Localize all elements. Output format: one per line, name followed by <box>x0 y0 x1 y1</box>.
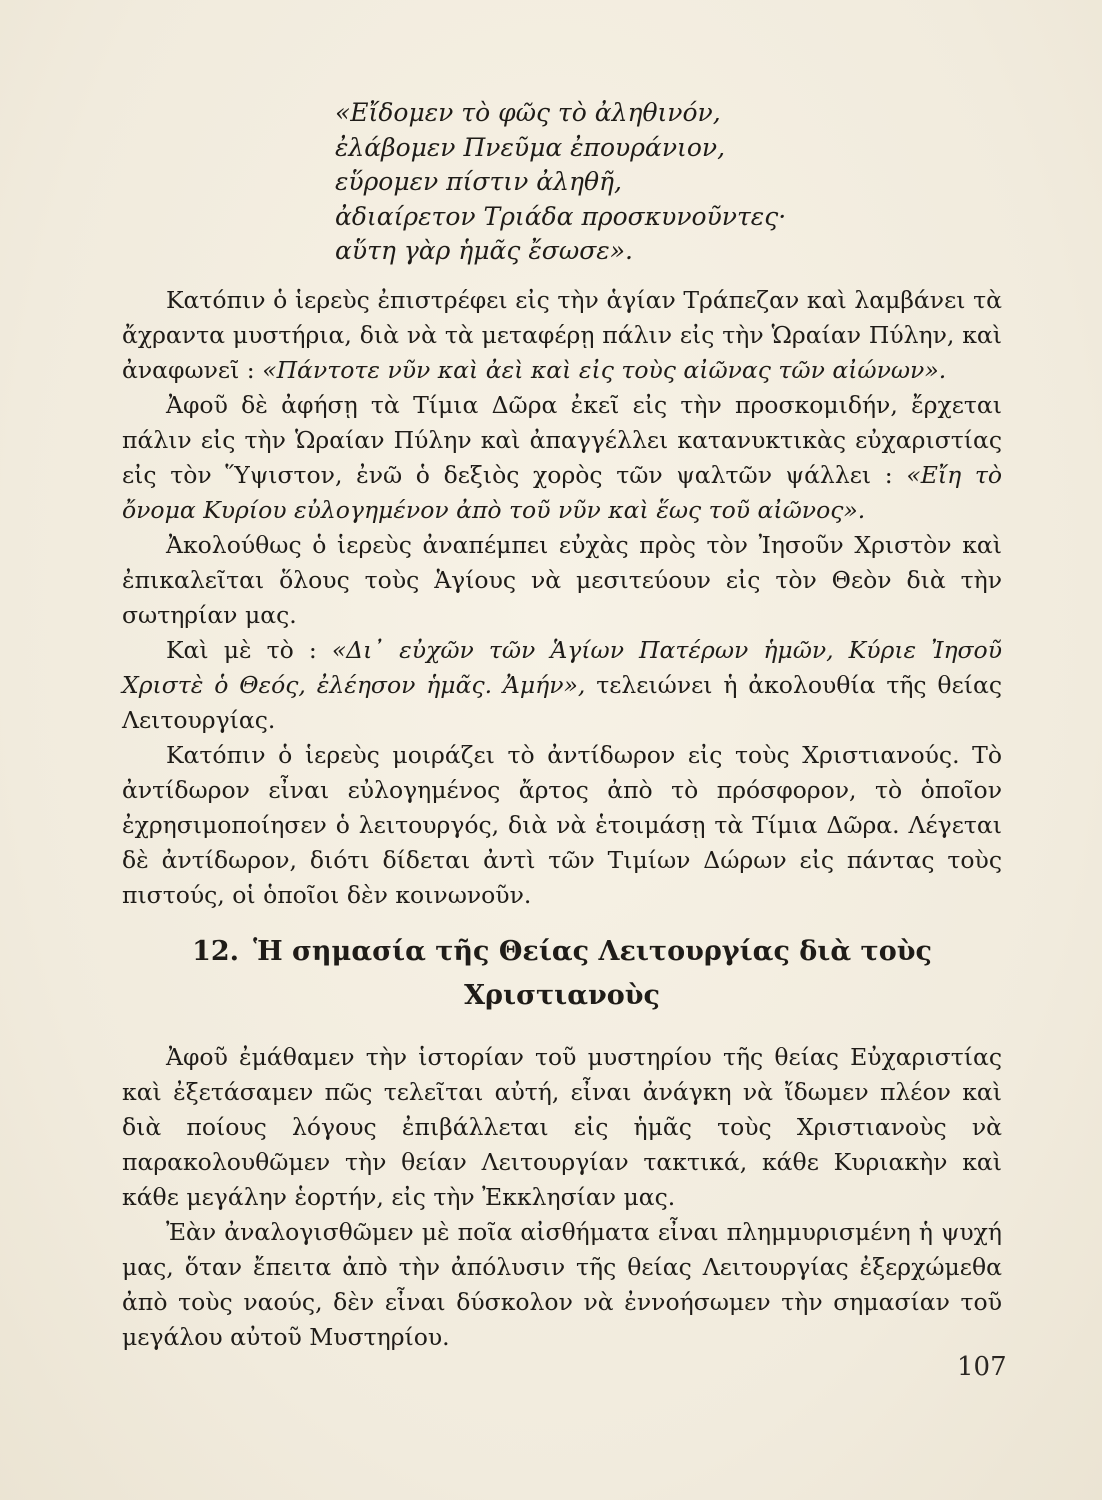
paragraph-text: Καὶ μὲ τὸ : <box>166 636 332 664</box>
hymn-line: ἀδιαίρετον Τριάδα προσκυνοῦντες· <box>335 201 787 231</box>
paragraph <box>122 283 1002 388</box>
section-heading <box>122 930 1002 1018</box>
section-body <box>122 1040 1002 1355</box>
hymn-line: ἐλάβομεν Πνεῦμα ἐπουράνιον, <box>335 132 726 162</box>
section-title: Ἡ σημασία τῆς Θείας Λειτουργίας διὰ τοὺς Χριστιανοὺς <box>253 936 932 1011</box>
paragraph-text: τελειώνει ἡ ἀκολουθία τῆς θείας Λειτουργίας. <box>122 671 1002 734</box>
paragraph <box>122 738 1002 913</box>
paragraph-text: Ἀφοῦ δὲ ἀφήσῃ τὰ Τίμια Δῶρα ἐκεῖ εἰς τὴν προσκομιδήν, ἔρχεται πάλιν εἰς τὴν Ὡραίαν Πύλην καὶ ἀπαγγέλλει κατανυκτικὰς εὐχαριστίας εἰς τὸν Ὕψιστον, ἐνῶ ὁ δεξιὸς χορὸς τῶν ψαλτῶν ψάλλει : <box>122 391 1002 489</box>
paragraph: Ἐὰν ἀναλογισθῶμεν μὲ ποῖα αἰσθήματα εἶναι πλημμυρισμένη ἡ ψυχή μας, ὅταν ἔπειτα ἀπὸ τὴν ἀπόλυσιν τῆς θείας Λειτουργίας ἐξερχώμεθα ἀπὸ τοὺς ναούς, δὲν εἶναι δύσκολον νὰ ἐννοήσωμεν τὴν σημασίαν τοῦ μεγάλου αὐτοῦ Μυστηρίου. <box>122 1218 1002 1351</box>
paragraph <box>122 388 1002 528</box>
paragraph <box>122 528 1002 633</box>
page-number: 107 <box>957 1352 1007 1382</box>
hymn-line: αὕτη γὰρ ἡμᾶς ἔσωσε». <box>335 236 633 265</box>
hymn-line: εὕρομεν πίστιν ἀληθῆ, <box>335 167 622 196</box>
section-number: 12. <box>192 936 240 967</box>
liturgical-quote: «Πάντοτε νῦν καὶ ἀεὶ καὶ εἰς τοὺς αἰῶνας τῶν αἰώνων». <box>262 356 947 384</box>
paragraph: Ἀφοῦ ἐμάθαμεν τὴν ἱστορίαν τοῦ μυστηρίου τῆς θείας Εὐχαριστίας καὶ ἐξετάσαμεν πῶς τελεῖται αὐτή, εἶναι ἀνάγκη νὰ ἴδωμεν πλέον καὶ διὰ ποίους λόγους ἐπιβάλλεται εἰς ἡμᾶς τοὺς Χριστιανοὺς νὰ παρακολουθῶμεν τὴν θείαν Λειτουργίαν τακτικά, κάθε Κυριακὴν καὶ κάθε μεγάλην ἑορτήν, εἰς τὴν Ἐκκλησίαν μας. <box>122 1043 1002 1211</box>
liturgical-quote: «Δι᾿ εὐχῶν τῶν Ἁγίων Πατέρων ἡμῶν, Κύριε Ἰησοῦ Χριστὲ ὁ Θεός, ἐλέησον ἡμᾶς. Ἀμήν», <box>122 636 1002 699</box>
paragraph-text: Κατόπιν ὁ ἱερεὺς ἐπιστρέφει εἰς τὴν ἁγίαν Τράπεζαν καὶ λαμβάνει τὰ ἄχραντα μυστήρια, διὰ νὰ τὰ μεταφέρῃ πάλιν εἰς τὴν Ὡραίαν Πύλην, καὶ ἀναφωνεῖ : <box>122 286 1002 384</box>
paragraph <box>122 633 1002 738</box>
hymn-quote <box>335 96 855 269</box>
body-text <box>122 283 1002 913</box>
liturgical-quote: «Εἴη τὸ ὄνομα Κυρίου εὐλογημένον ἀπὸ τοῦ νῦν καὶ ἕως τοῦ αἰῶνος». <box>122 461 1002 524</box>
hymn-line: «Εἴδομεν τὸ φῶς τὸ ἀληθινόν, <box>335 98 721 127</box>
paragraph-text: Ἀκολούθως ὁ ἱερεὺς ἀναπέμπει εὐχὰς πρὸς τὸν Ἰησοῦν Χριστὸν καὶ ἐπικαλεῖται ὅλους τοὺς Ἁγίους νὰ μεσιτεύουν εἰς τὸν Θεὸν διὰ τὴν σωτηρίαν μας. <box>122 531 1002 629</box>
paragraph-text: Κατόπιν ὁ ἱερεὺς μοιράζει τὸ ἀντίδωρον εἰς τοὺς Χριστιανούς. Τὸ ἀντίδωρον εἶναι εὐλογημένος ἄρτος ἀπὸ τὸ πρόσφορον, τὸ ὁποῖον ἐχρησιμοποίησεν ὁ λειτουργός, διὰ νὰ ἑτοιμάσῃ τὰ Τίμια Δῶρα. Λέγεται δὲ ἀντίδωρον, διότι δίδεται ἀντὶ τῶν Τιμίων Δώρων εἰς πάντας τοὺς πιστούς, οἱ ὁποῖοι δὲν κοινωνοῦν. <box>122 741 1002 909</box>
